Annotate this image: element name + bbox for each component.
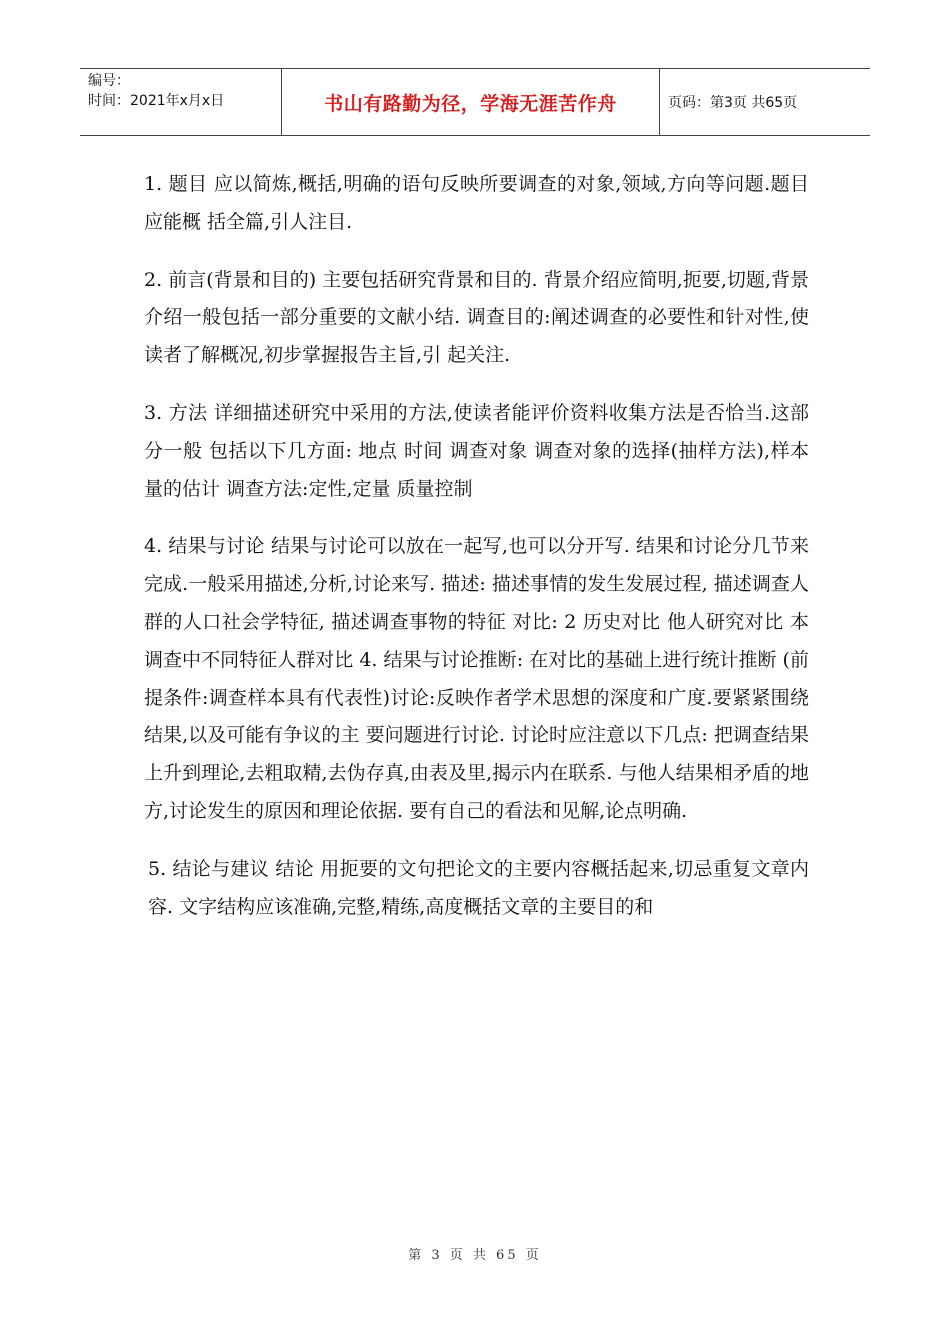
paragraph-conclusion: 5. 结论与建议 结论 用扼要的文句把论文的主要内容概括起来,切忌重复文章内容. 文字结构应该准确,完整,精练,高度概括文章的主要目的和 — [148, 857, 809, 918]
serial-label: 编号： — [88, 73, 130, 89]
document-body — [144, 166, 809, 946]
header-motto-cell — [282, 69, 660, 135]
header-meta-cell — [80, 69, 282, 135]
paragraph-results-discussion: 4. 结果与讨论 结果与讨论可以放在一起写,也可以分开写. 结果和讨论分几节来完成.一般采用描述,分析,讨论来写. 描述: 描述事情的发生发展过程, 描述调查人群的人口社会学特征, 描述调查事物的特征 对比: 2 历史对比 他人研究对比 本调查中不同特征人群对比 4. 结果与讨论推断: 在对比的基础上进行统计推断 (前提条件:调查样本具有代表性)讨论:反映作者学术思想的深度和广度.要紧紧围绕结果,以及可能有争议的主 要问题进行讨论. 讨论时应注意以下几点: 把调查结果上升到理论,去粗取精,去伪存真,由表及里,揭示内在联系. 与他人结果相矛盾的地方,讨论发生的原因和理论依据. 要有自己的看法和见解,论点明确. — [144, 535, 809, 822]
header-page-cell — [660, 69, 870, 135]
header-page-info: 页码：第3页 共65页 — [668, 95, 798, 111]
time-label: 时间：2021年x月x日 — [88, 93, 225, 109]
paragraph-preface: 2. 前言(背景和目的) 主要包括研究背景和目的. 背景介绍应简明,扼要,切题,背景介绍一般包括一部分重要的文献小结. 调查目的:阐述调查的必要性和针对性,使读者了解概况,初步掌握报告主旨,引 起关注. — [144, 268, 809, 367]
motto-text: 书山有路勤为径，学海无涯苦作舟 — [324, 92, 617, 115]
paragraph-methods: 3. 方法 详细描述研究中采用的方法,使读者能评价资料收集方法是否恰当.这部分一般 包括以下几方面: 地点 时间 调查对象 调查对象的选择(抽样方法),样本量的估计 调查方法:定性,定量 质量控制 — [144, 401, 809, 500]
paragraph-title: 1. 题目 应以简炼,概括,明确的语句反映所要调查的对象,领域,方向等问题.题目应能概 括全篇,引人注目. — [144, 173, 809, 233]
page-footer: 第 3 页 共 65 页 — [408, 1248, 542, 1263]
page-header — [80, 68, 870, 136]
